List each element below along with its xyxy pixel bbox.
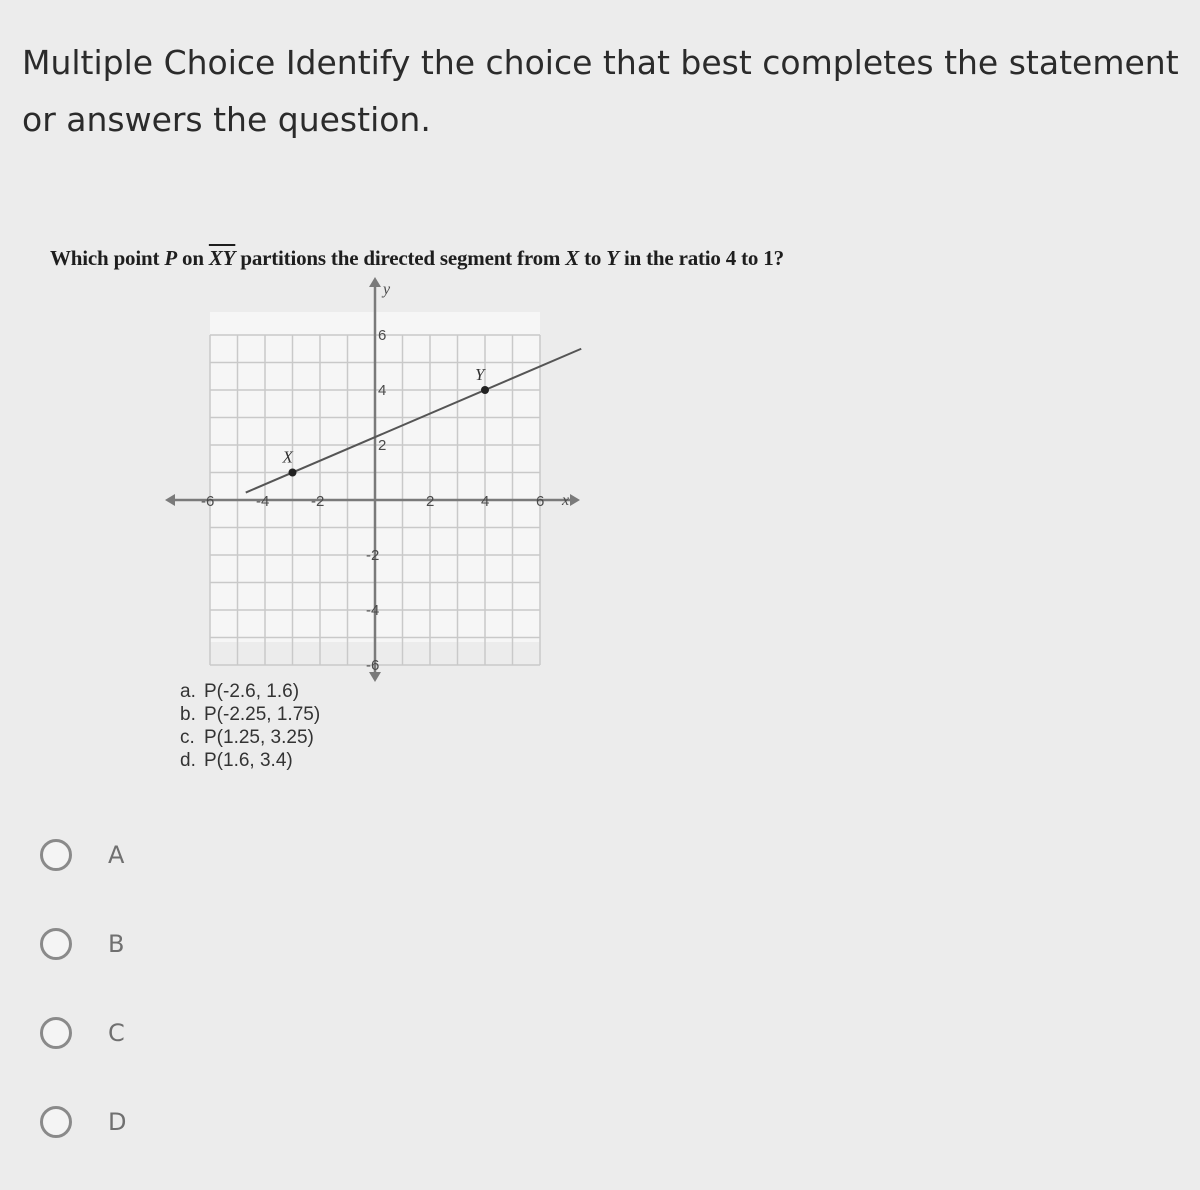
coordinate-graph xyxy=(40,232,940,812)
answer-text: P(-2.25, 1.75) xyxy=(204,704,321,725)
choice-label-b[interactable]: B xyxy=(108,930,125,958)
answer-option-b xyxy=(180,703,320,726)
x-tick-label: -2 xyxy=(311,493,325,510)
y-tick-label: -4 xyxy=(366,602,380,619)
choice-a[interactable] xyxy=(40,834,126,876)
choice-d[interactable] xyxy=(40,1101,126,1143)
answer-text: P(1.6, 3.4) xyxy=(204,750,293,771)
x-axis-arrow-left xyxy=(165,494,175,506)
answer-letter: b. xyxy=(180,704,196,725)
choice-list xyxy=(40,834,126,1190)
y-axis-label: y xyxy=(383,281,391,298)
question-text xyxy=(50,246,784,271)
choice-label-a[interactable]: A xyxy=(108,841,125,869)
radio-button-d[interactable] xyxy=(40,1106,72,1138)
point-variable: P xyxy=(164,246,177,270)
y-tick-label: -6 xyxy=(366,657,380,674)
question-ratio: in the ratio 4 to 1? xyxy=(623,246,784,270)
choice-c[interactable] xyxy=(40,1012,126,1054)
question-prefix: Which point xyxy=(50,246,160,270)
radio-button-c[interactable] xyxy=(40,1017,72,1049)
y-tick-label: 6 xyxy=(378,327,387,344)
x-tick-label: 4 xyxy=(481,493,490,510)
x-tick-label: -6 xyxy=(201,493,215,510)
x-tick-label: 6 xyxy=(536,493,545,510)
choice-label-d[interactable]: D xyxy=(108,1108,127,1136)
answer-options xyxy=(180,680,320,772)
point-x-marker xyxy=(289,469,297,477)
line-name: XY xyxy=(208,246,236,270)
radio-button-a[interactable] xyxy=(40,839,72,871)
x-tick-label: -4 xyxy=(256,493,270,510)
choice-b[interactable] xyxy=(40,923,126,965)
point-x-label: X xyxy=(282,447,293,467)
y-tick-label: 2 xyxy=(378,437,387,454)
choice-label-c[interactable]: C xyxy=(108,1019,125,1047)
x-tick-label: 2 xyxy=(426,493,435,510)
to-variable: Y xyxy=(606,246,619,270)
y-tick-label: -2 xyxy=(366,547,380,564)
answer-text: P(-2.6, 1.6) xyxy=(204,681,300,702)
question-card xyxy=(40,232,940,812)
x-axis-label: x xyxy=(562,492,570,509)
from-variable: X xyxy=(565,246,580,270)
point-y-marker xyxy=(481,386,489,394)
answer-text: P(1.25, 3.25) xyxy=(204,727,314,748)
answer-option-a xyxy=(180,680,320,703)
answer-option-c xyxy=(180,726,320,749)
answer-letter: d. xyxy=(180,750,196,771)
x-axis-arrow xyxy=(570,494,580,506)
answer-letter: c. xyxy=(180,727,195,748)
y-tick-label: 4 xyxy=(378,382,387,399)
instructions-text: Multiple Choice Identify the choice that best completes the statement or answers the question. xyxy=(22,43,1179,139)
answer-letter: a. xyxy=(180,681,196,702)
question-suffix: partitions the directed segment from xyxy=(240,246,561,270)
y-axis-arrow xyxy=(369,277,381,287)
point-y-label: Y xyxy=(475,365,485,384)
question-to: to xyxy=(584,246,602,270)
answer-option-d xyxy=(180,749,320,772)
question-on: on xyxy=(182,246,204,270)
radio-button-b[interactable] xyxy=(40,928,72,960)
